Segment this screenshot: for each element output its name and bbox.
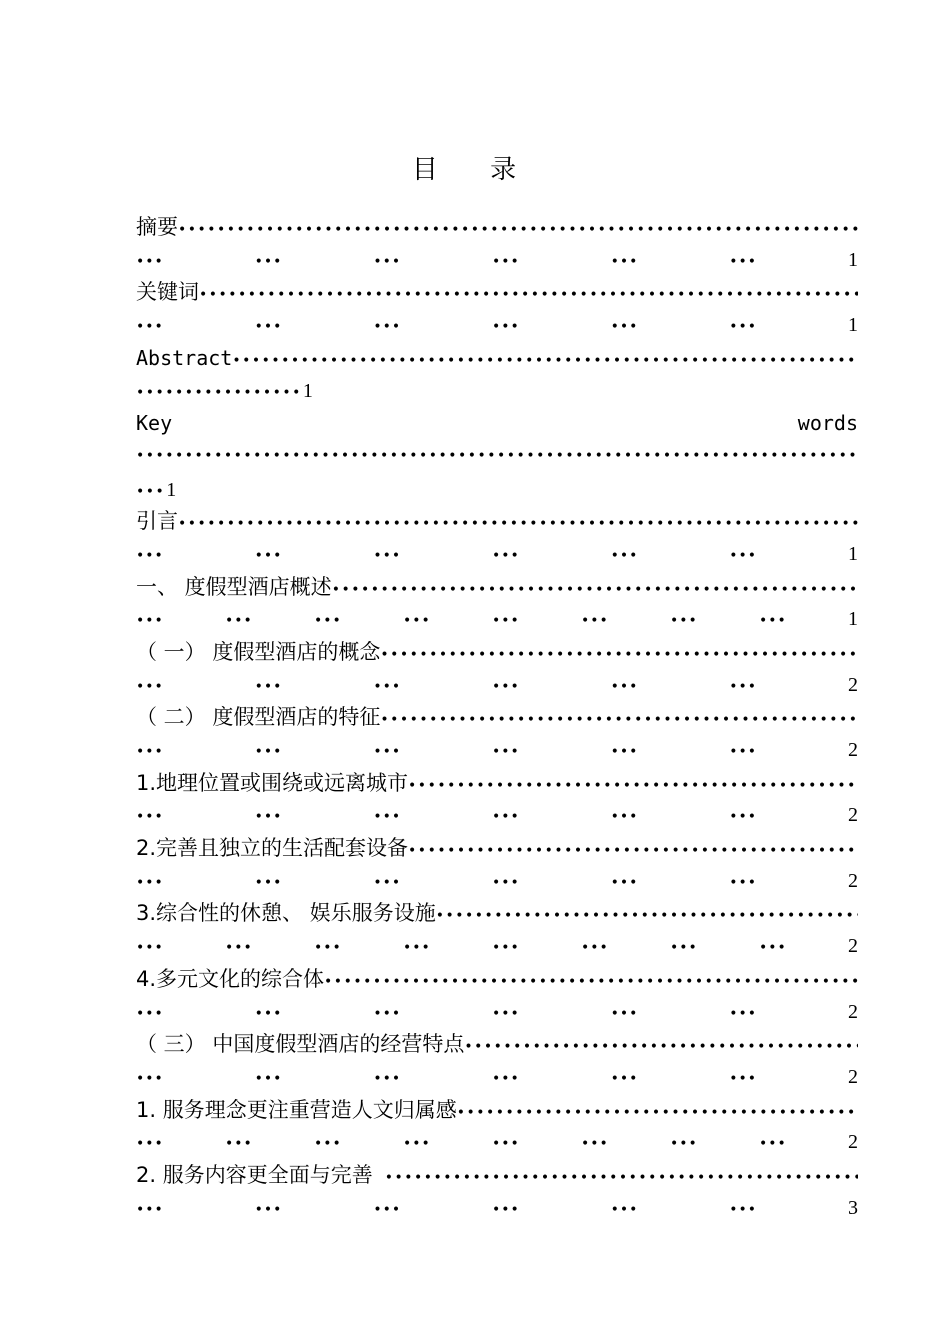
leader-dots xyxy=(385,1162,858,1192)
toc-entry-leader-row: ••• ••• ••• ••• ••• ••• 2 xyxy=(136,799,858,832)
toc-entry-leader-row: ••• ••• ••• ••• ••• ••• ••• ••• 2 xyxy=(136,1126,858,1159)
leader-dots xyxy=(380,704,858,734)
toc-entry-label: 关键词 xyxy=(136,280,199,305)
toc-entry-leader-row: ••• ••• ••• ••• ••• ••• 2 xyxy=(136,865,858,898)
toc-entry-leader-row: ••• ••• ••• ••• ••• ••• 1 xyxy=(136,538,858,571)
toc-entry-leader-row: ••• ••• ••• ••• ••• ••• 2 xyxy=(136,996,858,1029)
toc-entry-page: 2 xyxy=(847,869,858,892)
leader-dots xyxy=(178,508,858,538)
toc-entry-label: Abstract xyxy=(136,345,233,370)
toc-entry-page: 2 xyxy=(847,1065,858,1088)
leader-dots xyxy=(380,639,858,669)
toc-entry-section-1-2[interactable] xyxy=(136,701,858,734)
toc-entry-leader-row: ••• ••• ••• ••• ••• ••• 2 xyxy=(136,734,858,767)
toc-entry-section-1-1[interactable] xyxy=(136,636,858,669)
leader-dots xyxy=(408,770,858,800)
toc-entry-page: 2 xyxy=(847,804,858,827)
toc-entry-label: （ 三） 中国度假型酒店的经营特点 xyxy=(136,1032,465,1057)
toc-entry-section-1-2-4[interactable] xyxy=(136,963,858,996)
leader-dots xyxy=(178,214,858,244)
toc-entry-section-1-3-2[interactable] xyxy=(136,1159,858,1192)
toc-entry-label: （ 一） 度假型酒店的概念 xyxy=(136,639,381,664)
toc-entry-section-1-3[interactable] xyxy=(136,1028,858,1061)
toc-entry-page: 2 xyxy=(847,1000,858,1023)
toc-entry-label: 1.地理位置或围绕或远离城市 xyxy=(136,770,409,795)
toc-entry-page: 2 xyxy=(848,1131,858,1154)
leader-dots xyxy=(457,1097,858,1127)
toc-entry-leader-row: ••• ••• ••• ••• ••• ••• ••• ••• 1 xyxy=(136,603,858,636)
toc-entry-page: 1 xyxy=(302,380,313,403)
toc-entry-page: 1 xyxy=(847,542,858,565)
toc-entry-abstract-en[interactable] xyxy=(136,342,858,375)
toc-entry-page: 1 xyxy=(847,248,858,271)
toc-entry-keywords-en[interactable] xyxy=(136,407,858,440)
toc-entry-label: 2. 服务内容更全面与完善 xyxy=(136,1162,373,1187)
toc-entry-label: 一、 度假型酒店概述 xyxy=(136,574,332,599)
leader-dots xyxy=(199,279,858,309)
toc-entry-label-right: words xyxy=(797,411,858,436)
toc-entry-page: 2 xyxy=(847,673,858,696)
toc-entry-page: 1 xyxy=(847,314,858,337)
toc-entry-leader-row: ••• ••• ••• ••• ••• ••• 1 xyxy=(136,244,858,277)
toc-entry-label-left: Key xyxy=(136,411,173,436)
toc-entry-section-1[interactable] xyxy=(136,571,858,604)
toc-entry-leader-row: ••• ••• ••• ••• ••• ••• ••• ••• 2 xyxy=(136,930,858,963)
toc-entry-section-1-2-1[interactable] xyxy=(136,767,858,800)
leader-dots xyxy=(332,574,858,604)
toc-entry-section-1-2-3[interactable] xyxy=(136,897,858,930)
toc-entry-section-1-2-2[interactable] xyxy=(136,832,858,865)
toc-entry-section-1-3-1[interactable] xyxy=(136,1094,858,1127)
toc-entry-keywords-cn[interactable] xyxy=(136,276,858,309)
toc-entry-label: 3.综合性的休憩、 娱乐服务设施 xyxy=(136,901,436,926)
toc-entry-leader-row: ••• ••• ••• ••• ••• ••• 3 xyxy=(136,1192,858,1225)
toc-entry-label: （ 二） 度假型酒店的特征 xyxy=(136,705,381,730)
toc-entry-page: 2 xyxy=(847,739,858,761)
toc-entry-label: 摘要 xyxy=(136,215,178,239)
page-title: 目 录 xyxy=(411,155,539,185)
toc-entry-page: 1 xyxy=(848,608,858,631)
toc-entry-page: 1 xyxy=(166,478,177,501)
toc-entry-leader-row: ••• ••• ••• ••• ••• ••• 2 xyxy=(136,1061,858,1094)
toc-entry-label: 1. 服务理念更注重营造人文归属感 xyxy=(136,1097,457,1122)
leader-dots xyxy=(136,440,858,473)
toc-entry-page: 3 xyxy=(847,1196,858,1219)
toc-entry-label: 引言 xyxy=(136,509,178,534)
toc-entry-leader-row: •••••••••••••••••1 xyxy=(136,380,313,403)
toc-entry-page: 2 xyxy=(848,935,858,958)
leader-dots xyxy=(408,835,858,865)
toc-entry-label: 4.多元文化的综合体 xyxy=(136,966,325,991)
leader-dots xyxy=(232,345,858,375)
toc-entry-abstract-cn[interactable] xyxy=(136,211,858,244)
leader-dots xyxy=(464,1031,858,1061)
toc-entry-leader-row xyxy=(136,440,858,473)
table-of-contents xyxy=(136,211,858,1224)
leader-dots xyxy=(436,900,858,930)
toc-entry-label: 2.完善且独立的生活配套设备 xyxy=(136,836,409,861)
toc-entry-introduction[interactable] xyxy=(136,505,858,538)
toc-entry-leader-row: •••1 xyxy=(136,478,177,501)
toc-entry-leader-row: ••• ••• ••• ••• ••• ••• 1 xyxy=(136,309,858,342)
leader-dots xyxy=(324,966,858,996)
toc-entry-leader-row: ••• ••• ••• ••• ••• ••• 2 xyxy=(136,669,858,702)
